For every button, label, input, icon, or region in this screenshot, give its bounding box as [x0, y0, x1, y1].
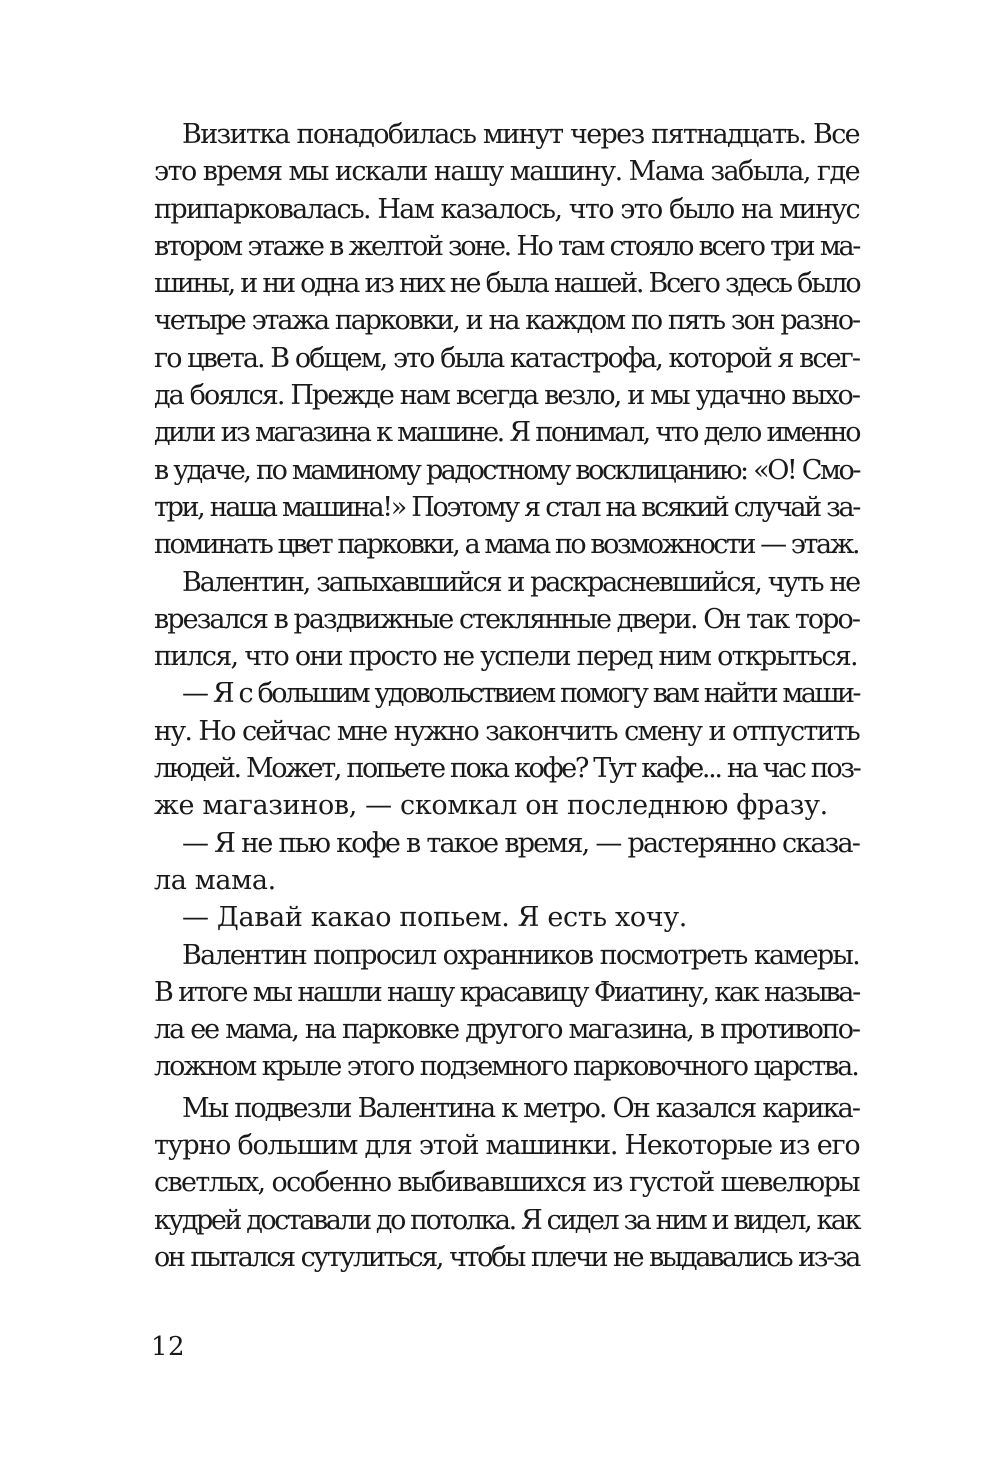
text-line: светлых, особенно выбивавшихся из густой шевелюры [154, 1167, 859, 1199]
paragraph [154, 116, 859, 564]
text-line: Визитка понадобилась минут через пятнадцать. Все [182, 119, 859, 150]
text-line: Мы подвезли Валентина к метро. Он казался карика- [182, 1092, 859, 1124]
body-text [154, 116, 859, 1276]
text-line: турно большим для этой машинки. Некоторые из его [154, 1130, 860, 1162]
text-line: — Я не пью кофе в такое время, — растерянно сказа- [182, 827, 859, 859]
paragraph [154, 675, 859, 824]
text-line: людей. Может, попьете пока кофе? Тут кафе... на час поз- [154, 753, 860, 785]
paragraph [154, 937, 859, 1086]
text-line: втором этаже в желтой зоне. Но там стояло всего три ма- [154, 230, 859, 262]
text-line: кудрей доставали до потолка. Я сидел за ним и видел, как [154, 1204, 859, 1236]
text-line: да боялся. Прежде нам всегда везло, и мы удачно выхо- [154, 380, 859, 412]
text-line: дили из магазина к машине. Я понимал, что дело именно [154, 417, 859, 449]
page-number: 12 [151, 1332, 186, 1362]
text-line: — Давай какао попьем. Я есть хочу. [182, 902, 687, 934]
text-line: припарковалась. Нам казалось, что это было на минус [154, 193, 859, 225]
text-line: это время мы искали нашу машину. Мама забыла, где [154, 156, 859, 188]
paragraph [154, 825, 859, 900]
text-line: в удаче, по маминому радостному восклицанию: «О! Смо- [154, 454, 859, 486]
text-line: шины, и ни одна из них не была нашей. Всего здесь было [154, 268, 860, 300]
text-line: Валентин попросил охранников посмотреть камеры. [182, 939, 859, 971]
text-line: Валентин, запыхавшийся и раскрасневшийся, чуть не [182, 566, 859, 598]
text-line: же магазинов, — скомкал он последнюю фразу. [154, 790, 828, 822]
text-line: пился, что они просто не успели перед ним открыться. [154, 641, 857, 673]
text-line: ну. Но сейчас мне нужно закончить смену и отпустить [154, 715, 859, 747]
text-line: три, наша машина!» Поэтому я стал на всякий случай за- [154, 491, 859, 523]
paragraph [154, 564, 859, 676]
text-line: четыре этажа парковки, и на каждом по пять зон разно- [154, 305, 859, 337]
text-line: поминать цвет парковки, а мама по возможности — этаж. [154, 529, 859, 561]
text-line: ложном крыле этого подземного парковочного царства. [154, 1051, 858, 1083]
text-line: го цвета. В общем, это была катастрофа, которой я всег- [154, 342, 859, 374]
paragraph [154, 899, 859, 936]
text-line: врезался в раздвижные стеклянные двери. Он так торо- [154, 603, 859, 635]
text-line: В итоге мы нашли нашу красавицу Фиатину, как называ- [154, 976, 859, 1008]
text-line: ла мама. [154, 864, 276, 896]
text-line: он пытался сутулиться, чтобы плечи не выдавались из-за [154, 1241, 859, 1273]
paragraph [154, 1090, 859, 1276]
text-line: — Я с большим удовольствием помогу вам найти маши- [182, 678, 859, 710]
text-line: ла ее мама, на парковке другого магазина, в противопо- [154, 1014, 859, 1046]
